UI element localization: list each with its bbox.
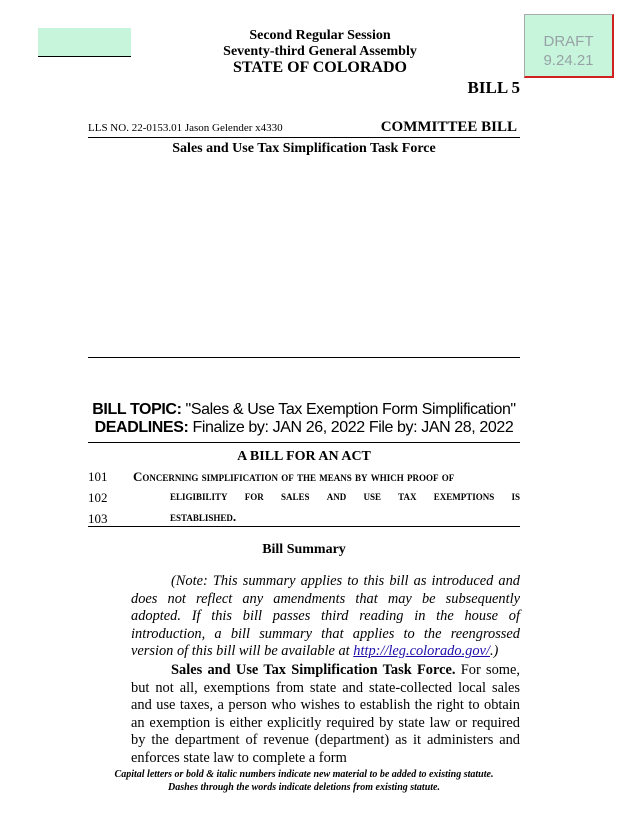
act-title-line: established. bbox=[170, 509, 237, 524]
leg-website-link[interactable]: http://leg.colorado.gov/ bbox=[353, 643, 490, 660]
draft-label: DRAFT bbox=[543, 33, 594, 50]
summary-note-end: .) bbox=[489, 643, 499, 660]
bill-topic-label: BILL TOPIC: bbox=[92, 401, 182, 418]
draft-date: 9.24.21 bbox=[543, 52, 594, 69]
act-title-line: eligibility for sales and use tax exemptions is bbox=[170, 488, 520, 503]
paragraph-text: For some, but not all, exemptions from state and state-collected local sales and use taxes, a person who wishes to establish the right to obtain an exemption is either explicitly required by state law or required by the department of revenue (department) as it administers and enforces state law to complete a form bbox=[131, 662, 520, 766]
deadlines-text: Finalize by: JAN 26, 2022 File by: JAN 28, 2022 bbox=[192, 419, 514, 436]
draft-stamp bbox=[524, 14, 614, 78]
divider bbox=[88, 137, 520, 138]
summary-paragraph bbox=[131, 662, 520, 768]
lls-number: LLS NO. 22-0153.01 Jason Gelender x4330 bbox=[88, 122, 283, 134]
committee-label: COMMITTEE BILL bbox=[380, 119, 517, 135]
divider bbox=[88, 357, 520, 358]
bill-topic-text: "Sales & Use Tax Exemption Form Simplification" bbox=[185, 401, 516, 418]
summary-note bbox=[131, 573, 520, 661]
deadlines bbox=[88, 419, 520, 437]
bill-topic bbox=[88, 401, 520, 419]
session-line: Second Regular Session bbox=[249, 28, 391, 43]
divider bbox=[88, 526, 520, 527]
act-heading: A BILL FOR AN ACT bbox=[237, 449, 371, 464]
deadlines-label: DEADLINES: bbox=[94, 419, 189, 436]
assembly-line: Seventy-third General Assembly bbox=[223, 44, 417, 59]
bill-number: BILL 5 bbox=[467, 78, 520, 97]
footer-note: Dashes through the words indicate deletions from existing statute. bbox=[168, 782, 440, 793]
summary-note-text: (Note: This summary applies to this bill as introduced and does not reflect any amendments that may be subsequently adopted. If this bill passes third reading in the house of introduction, a bill summary that applies to the reengrossed version of this bill will be available at bbox=[131, 573, 520, 660]
act-title-line: Concerning simplification of the means by which proof of bbox=[133, 469, 455, 484]
line-number: 101 bbox=[88, 469, 108, 484]
footer-note: Capital letters or bold & italic numbers indicate new material to be added to existing statute. bbox=[114, 769, 494, 780]
divider bbox=[88, 442, 520, 443]
line-number: 102 bbox=[88, 490, 108, 505]
state-line: STATE OF COLORADO bbox=[233, 59, 407, 76]
paragraph-title: Sales and Use Tax Simplification Task Force. bbox=[171, 662, 456, 678]
line-number: 103 bbox=[88, 511, 108, 526]
task-force-title: Sales and Use Tax Simplification Task Force bbox=[172, 141, 436, 156]
bill-summary-heading: Bill Summary bbox=[262, 542, 346, 557]
